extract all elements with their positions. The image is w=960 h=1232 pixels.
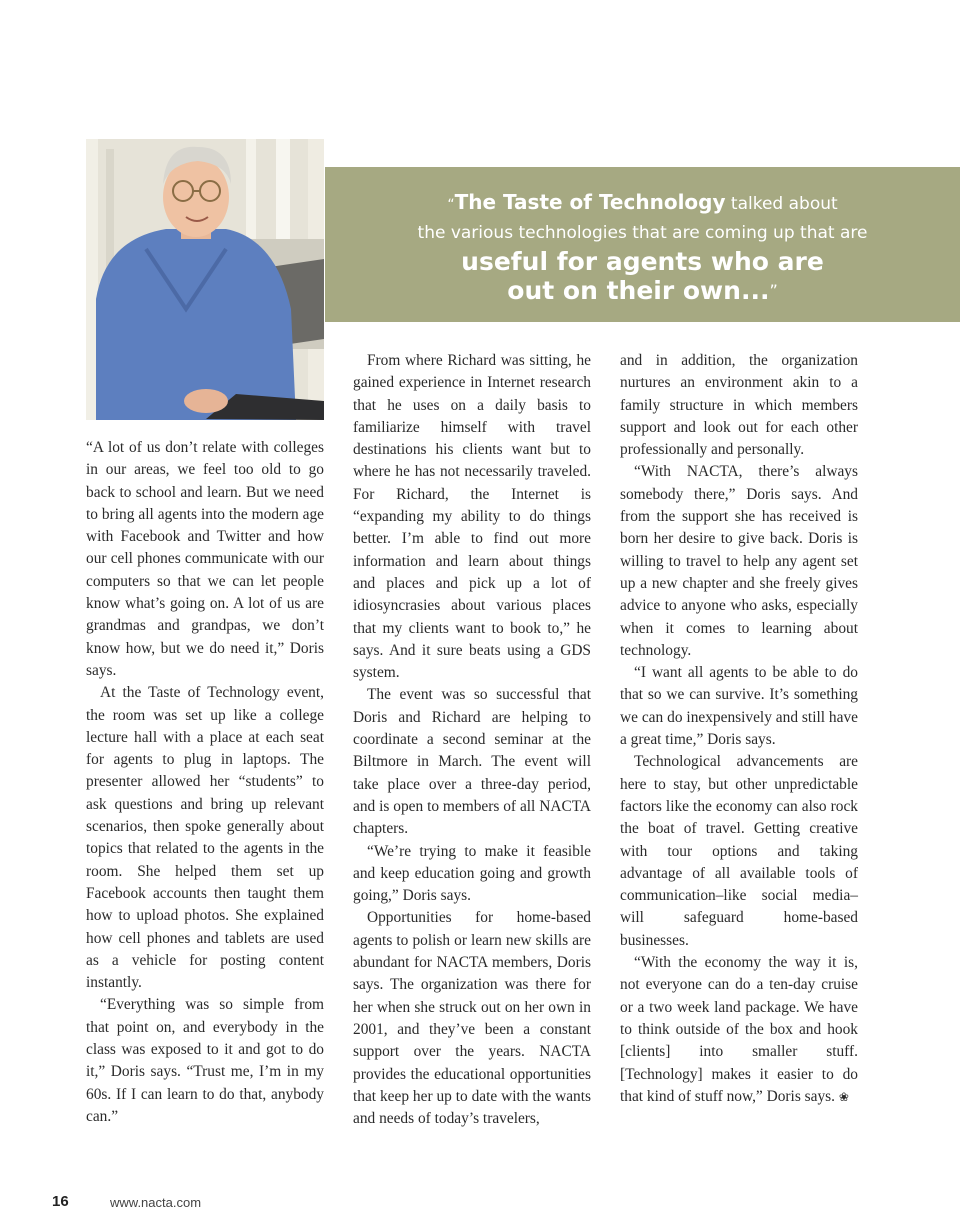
- pull-quote-line-1-rest: talked about: [725, 194, 838, 214]
- pull-quote-line-3: useful for agents who are: [461, 247, 824, 276]
- pull-quote-line-4-text: out on their own...: [507, 276, 770, 305]
- paragraph: “With NACTA, there’s always somebody there,” Doris says. And from the support she has received is born her desire to give back. Doris is willing to travel to help any agent set up a new chapter and she freely gives advice to anyone who asks, especially when it comes to learning about technology.: [620, 463, 858, 659]
- paragraph: From where Richard was sitting, he gained experience in Internet research that he uses on a daily basis to familiarize himself with travel destinations his clients want but to where he has not necessarily traveled. For Richard, the Internet is “expanding my ability to do things better. I’m able to find out more information and learn about things and places and pick up a lot of idiosyncrasies about various places that my clients want to book to,” he says. And it sure beats using a GDS system.: [353, 352, 591, 682]
- pull-quote-line-1: [325, 188, 960, 219]
- pull-quote: [325, 167, 960, 322]
- paragraph: “Everything was so simple from that point on, and everybody in the class was exposed to it and got to do it,” Doris says. “Trust me, I’m in my 60s. If I can learn to do that, anybody can.”: [86, 996, 324, 1125]
- portrait-photo: [86, 139, 324, 420]
- article-column-1: [86, 437, 324, 1128]
- paragraph: “A lot of us don’t relate with colleges in our areas, we feel too old to go back to school and learn. But we need to bring all agents into the modern age with Facebook and Twitter and how our cell phones communicate with our computers so that we can let people know what’s going on. A lot of us are grandmas and grandpas, we don’t know how, but we do need it,” Doris says.: [86, 439, 324, 679]
- paragraph: At the Taste of Technology event, the room was set up like a college lecture hall with a place at each seat for agents to plug in laptops. The presenter allowed her “students” to ask questions and bring up relevant scenarios, then spoke generally about topics that related to the agents in the room. She helped them set up Facebook accounts then taught them how to upload photos. She explained how cell phones and tablets are used as a vehicle for posting content instantly.: [86, 684, 324, 992]
- paragraph: “I want all agents to be able to do that so we can survive. It’s something we can do inexpensively and still have a great time,” Doris says.: [620, 664, 858, 749]
- pull-quote-close-mark: ”: [769, 281, 778, 300]
- pull-quote-line-2: the various technologies that are coming up that are: [417, 223, 868, 243]
- pull-quote-line-4: [325, 276, 960, 305]
- pull-quote-title: The Taste of Technology: [454, 190, 726, 214]
- website-url: www.nacta.com: [110, 1195, 202, 1210]
- article-column-2: [353, 350, 591, 1130]
- paragraph-final-text: “With the economy the way it is, not everyone can do a ten-day cruise or a two week land package. We have to think outside of the box and hook [clients] into smaller stuff. [Technology] makes it easier to do that kind of stuff now,” Doris says.: [620, 954, 858, 1105]
- end-mark-icon: ❀: [838, 1089, 849, 1104]
- paragraph: The event was so successful that Doris and Richard are helping to coordinate a second seminar at the Biltmore in March. The event will take place over a three-day period, and is open to members of all NACTA chapters.: [353, 686, 591, 838]
- paragraph: “We’re trying to make it feasible and keep education going and growth going,” Doris says.: [353, 842, 591, 905]
- paragraph-final: [620, 952, 858, 1108]
- portrait-illustration: [86, 139, 324, 420]
- page-number: 16: [52, 1193, 69, 1210]
- article-column-3: [620, 350, 858, 1108]
- paragraph: and in addition, the organization nurtures an environment akin to a family structure in which members support and look out for each other professionally and personally.: [620, 352, 858, 459]
- pull-quote-open-mark: “: [447, 197, 455, 213]
- paragraph: Opportunities for home-based agents to polish or learn new skills are abundant for NACTA members, Doris says. The organization was there for her when she struck out on her own in 2001, and they’ve been a constant support over the years. NACTA provides the educational opportunities that keep her up to date with the wants and needs of today’s travelers,: [353, 909, 591, 1128]
- paragraph: Technological advancements are here to stay, but other unpredictable factors like the economy can also rock the boat of travel. Getting creative with tour options and taking advantage of all available tools of communication–like social media–will safeguard home-based businesses.: [620, 753, 858, 949]
